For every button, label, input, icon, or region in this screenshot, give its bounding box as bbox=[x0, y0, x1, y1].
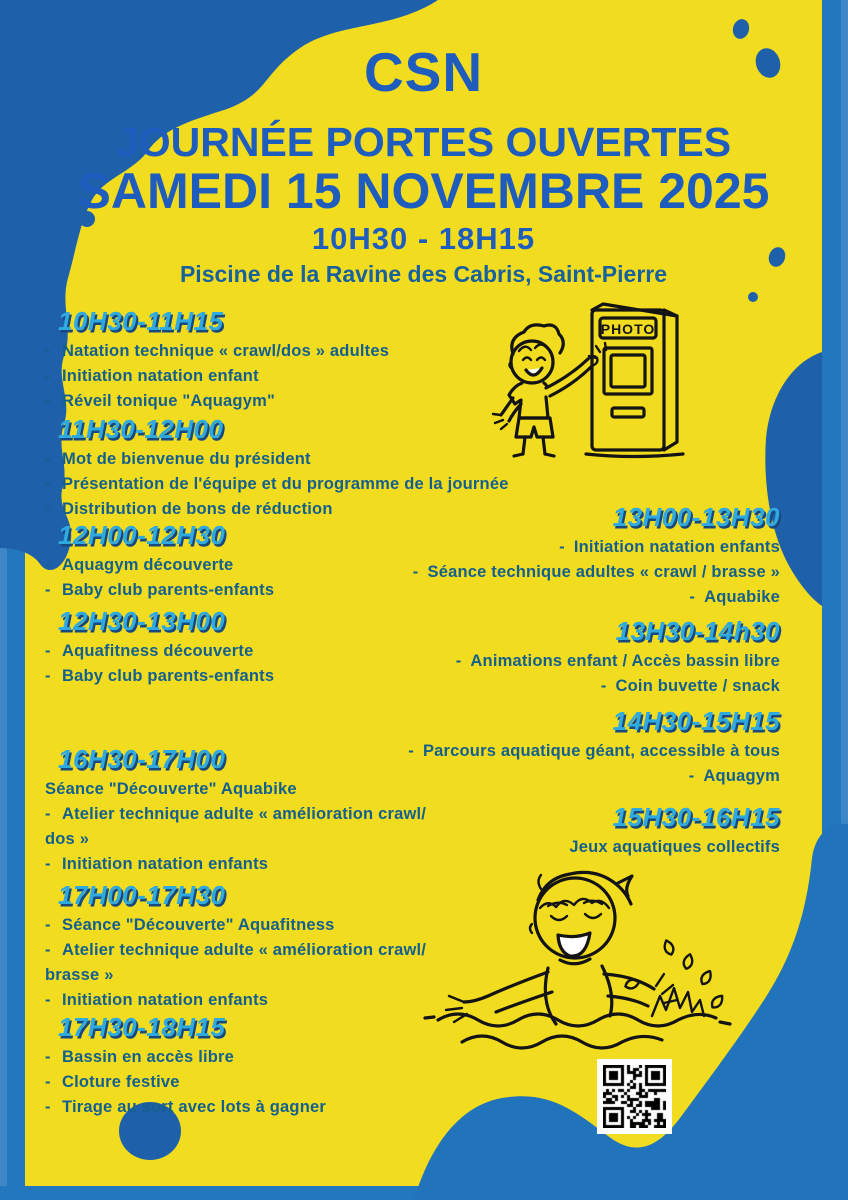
schedule-item-text: Initiation natation enfant bbox=[62, 367, 259, 385]
session-time: 13H30-14h30 bbox=[615, 616, 780, 646]
bullet-dash: - bbox=[412, 563, 419, 581]
schedule-block-left-0 bbox=[45, 306, 605, 417]
session-time: 16H30-17H00 bbox=[58, 744, 226, 774]
schedule-item bbox=[45, 1098, 605, 1123]
schedule-item bbox=[260, 563, 780, 588]
schedule-item bbox=[45, 450, 605, 475]
schedule-item bbox=[45, 941, 605, 966]
poster-location: Piscine de la Ravine des Cabris, Saint-Pierre bbox=[179, 261, 668, 287]
bullet-dash: - bbox=[45, 342, 51, 360]
schedule-item bbox=[260, 677, 780, 702]
schedule-item bbox=[260, 652, 780, 677]
schedule-item-text: Aquabike bbox=[704, 588, 780, 606]
poster-title: CSN bbox=[363, 41, 484, 103]
bullet-dash: - bbox=[689, 588, 696, 606]
bullet-dash: - bbox=[45, 475, 51, 493]
bullet-dash: - bbox=[45, 805, 51, 823]
schedule-item-text: Séance "Découverte" Aquafitness bbox=[62, 916, 335, 934]
session-time: 17H30-18H15 bbox=[58, 1012, 226, 1042]
session-time: 11H30-12H00 bbox=[58, 414, 224, 444]
schedule-block-left-6 bbox=[45, 1012, 605, 1123]
schedule-item-text: Aquafitness découverte bbox=[62, 642, 254, 660]
schedule-block-right-2 bbox=[260, 706, 780, 792]
schedule-item-text: Aquagym découverte bbox=[62, 556, 234, 574]
schedule-item-text: Baby club parents-enfants bbox=[62, 581, 275, 599]
session-time: 13H00-13H30 bbox=[612, 502, 780, 532]
schedule-item-text: Atelier technique adulte « amélioration crawl/ bbox=[62, 941, 427, 959]
schedule-item bbox=[260, 538, 780, 563]
bullet-dash: - bbox=[45, 855, 51, 873]
schedule-block-left-5 bbox=[45, 880, 605, 1016]
schedule-item bbox=[260, 838, 780, 863]
photo-booth-sign-label: PHOTO bbox=[600, 321, 656, 337]
schedule-item-text: Séance technique adultes « crawl / brasse » bbox=[427, 563, 780, 581]
schedule-item bbox=[260, 767, 780, 792]
session-time: 14H30-15H15 bbox=[612, 706, 780, 736]
bullet-dash: - bbox=[45, 450, 51, 468]
schedule-item-text: Initiation natation enfants bbox=[62, 991, 269, 1009]
schedule-item bbox=[45, 916, 605, 941]
schedule-item bbox=[45, 475, 605, 500]
schedule-item bbox=[45, 367, 605, 392]
schedule-item-text: dos » bbox=[45, 830, 90, 848]
schedule-item bbox=[260, 742, 780, 767]
schedule-item bbox=[45, 966, 605, 991]
schedule-block-right-0 bbox=[260, 502, 780, 613]
schedule-item bbox=[45, 342, 605, 367]
schedule-item-text: Natation technique « crawl/dos » adultes bbox=[62, 342, 390, 360]
session-time: 15H30-16H15 bbox=[612, 802, 780, 832]
schedule-item-text: Animations enfant / Accès bassin libre bbox=[470, 652, 780, 670]
session-time: 12H00-12H30 bbox=[58, 520, 226, 550]
schedule-item-text: brasse » bbox=[45, 966, 114, 984]
schedule-block-right-1 bbox=[260, 616, 780, 702]
schedule-item-text: Initiation natation enfants bbox=[573, 538, 780, 556]
bullet-dash: - bbox=[45, 667, 51, 685]
schedule-item-text: Atelier technique adulte « amélioration crawl/ bbox=[62, 805, 427, 823]
session-time: 12H30-13H00 bbox=[58, 606, 226, 636]
bullet-dash: - bbox=[408, 742, 414, 760]
schedule-item-text: Distribution de bons de réduction bbox=[62, 500, 333, 518]
bullet-dash: - bbox=[45, 642, 51, 660]
bullet-dash: - bbox=[45, 581, 51, 599]
poster-subtitle: JOURNÉE PORTES OUVERTES bbox=[115, 119, 732, 165]
schedule-item-text: Cloture festive bbox=[62, 1073, 180, 1091]
bullet-dash: - bbox=[559, 538, 565, 556]
schedule-item-text: Bassin en accès libre bbox=[62, 1048, 235, 1066]
poster-hours: 10H30 - 18H15 bbox=[311, 221, 536, 256]
poster-date: SAMEDI 15 NOVEMBRE 2025 bbox=[77, 163, 770, 219]
schedule-item-text: Réveil tonique "Aquagym" bbox=[62, 392, 275, 410]
bullet-dash: - bbox=[45, 392, 51, 410]
bullet-dash: - bbox=[45, 916, 51, 934]
bullet-dash: - bbox=[455, 652, 462, 670]
schedule-item bbox=[45, 1073, 605, 1098]
bullet-dash: - bbox=[45, 941, 51, 959]
bullet-dash: - bbox=[688, 767, 695, 785]
schedule-block-right-3 bbox=[260, 802, 780, 863]
qr-code bbox=[597, 1059, 672, 1134]
session-time: 10H30-11H15 bbox=[58, 306, 224, 336]
bullet-dash: - bbox=[45, 991, 51, 1009]
bullet-dash: - bbox=[45, 1048, 51, 1066]
schedule-item bbox=[260, 588, 780, 613]
schedule-item-text: Séance "Découverte" Aquabike bbox=[45, 780, 297, 798]
schedule-item bbox=[45, 1048, 605, 1073]
schedule-item-text: Tirage au sort avec lots à gagner bbox=[62, 1098, 326, 1116]
schedule-item-text: Aquagym bbox=[703, 767, 780, 785]
schedule-item-text: Mot de bienvenue du président bbox=[62, 450, 311, 468]
schedule-item-text: Coin buvette / snack bbox=[615, 677, 780, 695]
bullet-dash: - bbox=[45, 367, 51, 385]
bullet-dash: - bbox=[600, 677, 607, 695]
bullet-dash: - bbox=[45, 1098, 51, 1116]
schedule-item-text: Présentation de l'équipe et du programme de la journée bbox=[62, 475, 509, 493]
qr-code-pattern bbox=[603, 1065, 666, 1128]
schedule-item-text: Initiation natation enfants bbox=[62, 855, 269, 873]
schedule-item-text: Jeux aquatiques collectifs bbox=[569, 838, 780, 856]
bullet-dash: - bbox=[45, 556, 51, 574]
schedule-item-text: Parcours aquatique géant, accessible à tous bbox=[422, 742, 780, 760]
bullet-dash: - bbox=[45, 1073, 51, 1091]
bullet-dash: - bbox=[45, 500, 51, 518]
session-time: 17H00-17H30 bbox=[58, 880, 226, 910]
schedule-item-text: Baby club parents-enfants bbox=[62, 667, 275, 685]
